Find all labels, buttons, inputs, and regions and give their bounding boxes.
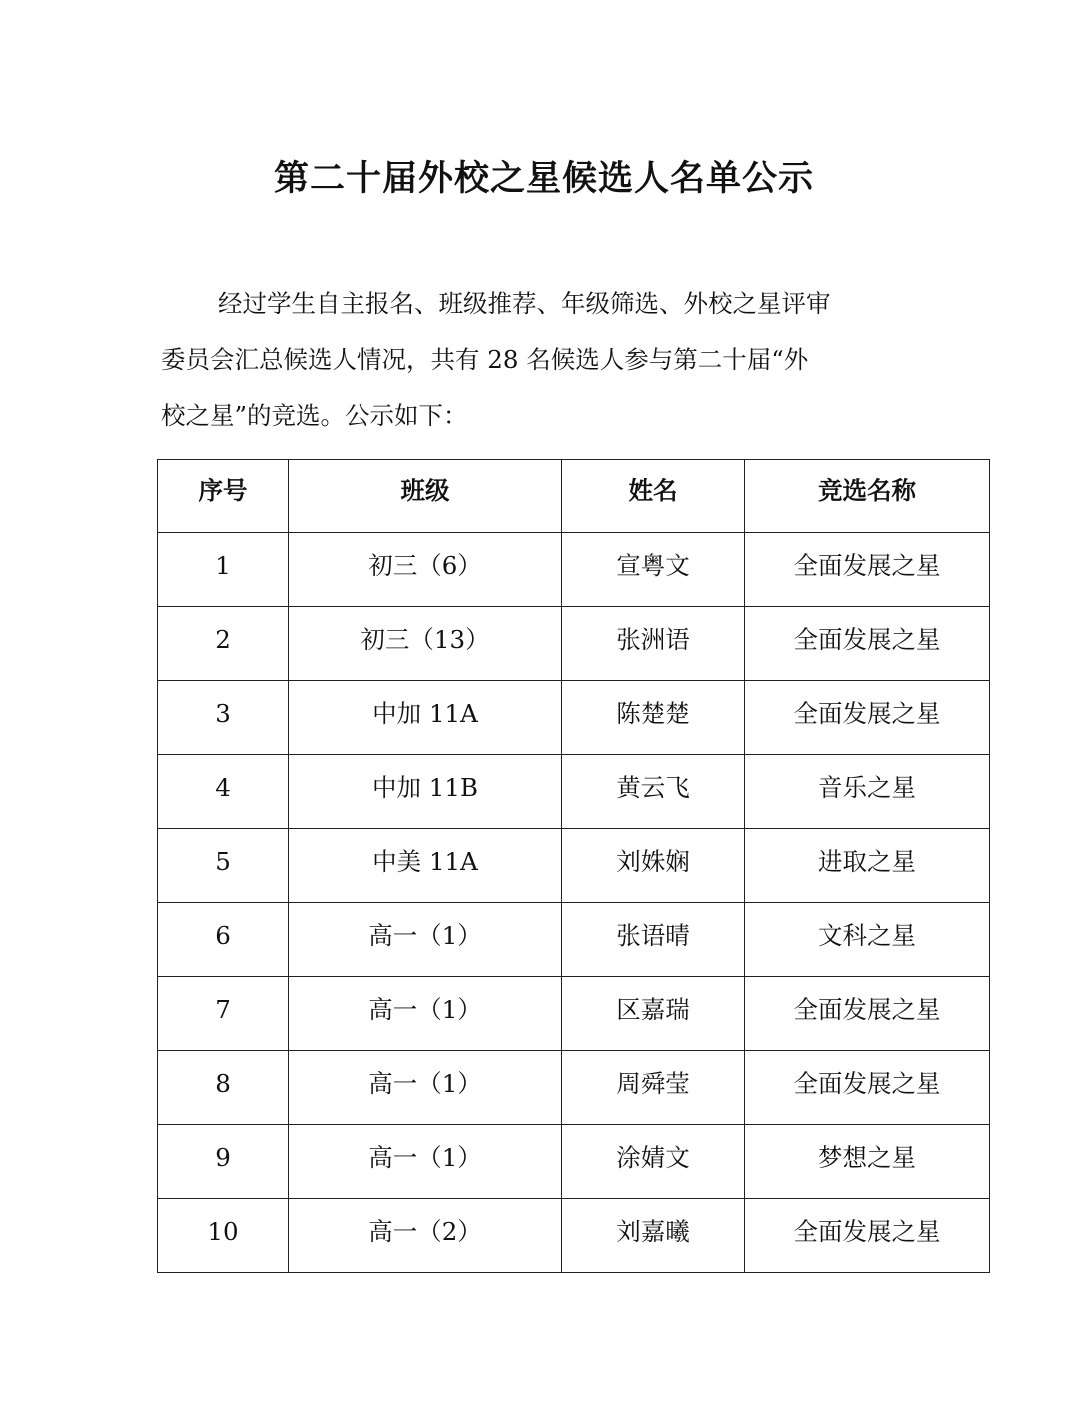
cell-class: 高一（1） (289, 1125, 562, 1199)
cell-award: 音乐之星 (745, 755, 990, 829)
cell-name: 涂婧文 (562, 1125, 745, 1199)
intro-line: 委员会汇总候选人情况，共有 28 名候选人参与第二十届“外 (161, 345, 809, 374)
cell-class: 中美 11A (289, 829, 562, 903)
candidate-table (157, 459, 990, 1273)
header-award: 竞选名称 (745, 460, 990, 533)
table-row (158, 681, 990, 755)
header-name: 姓名 (562, 460, 745, 533)
cell-class: 初三（6） (289, 533, 562, 607)
cell-class: 中加 11A (289, 681, 562, 755)
table-row (158, 533, 990, 607)
cell-class: 高一（2） (289, 1199, 562, 1273)
cell-award: 进取之星 (745, 829, 990, 903)
table-row (158, 755, 990, 829)
cell-index: 5 (158, 829, 289, 903)
cell-class: 高一（1） (289, 977, 562, 1051)
cell-name: 张洲语 (562, 607, 745, 681)
cell-class: 高一（1） (289, 1051, 562, 1125)
cell-index: 10 (158, 1199, 289, 1273)
cell-class: 高一（1） (289, 903, 562, 977)
cell-name: 周舜莹 (562, 1051, 745, 1125)
intro-line: 校之星”的竞选。公示如下： (161, 401, 468, 430)
cell-index: 6 (158, 903, 289, 977)
header-class: 班级 (289, 460, 562, 533)
intro-line: 经过学生自主报名、班级推荐、年级筛选、外校之星评审 (218, 289, 831, 318)
cell-name: 宣粤文 (562, 533, 745, 607)
cell-name: 刘嘉曦 (562, 1199, 745, 1273)
cell-name: 张语晴 (562, 903, 745, 977)
cell-award: 全面发展之星 (745, 1051, 990, 1125)
table-row (158, 977, 990, 1051)
table-row (158, 1051, 990, 1125)
cell-name: 陈楚楚 (562, 681, 745, 755)
cell-class: 初三（13） (289, 607, 562, 681)
cell-index: 1 (158, 533, 289, 607)
table-row (158, 903, 990, 977)
cell-index: 9 (158, 1125, 289, 1199)
table-row (158, 1125, 990, 1199)
cell-award: 全面发展之星 (745, 533, 990, 607)
cell-index: 2 (158, 607, 289, 681)
cell-index: 8 (158, 1051, 289, 1125)
cell-award: 全面发展之星 (745, 1199, 990, 1273)
cell-award: 全面发展之星 (745, 607, 990, 681)
table-row (158, 607, 990, 681)
cell-name: 黄云飞 (562, 755, 745, 829)
cell-index: 4 (158, 755, 289, 829)
table-row (158, 1199, 990, 1273)
intro-paragraph (161, 276, 921, 444)
cell-award: 全面发展之星 (745, 681, 990, 755)
cell-index: 7 (158, 977, 289, 1051)
table-row (158, 829, 990, 903)
cell-index: 3 (158, 681, 289, 755)
header-index: 序号 (158, 460, 289, 533)
cell-award: 全面发展之星 (745, 977, 990, 1051)
page-title: 第二十届外校之星候选人名单公示 (273, 158, 814, 200)
cell-award: 文科之星 (745, 903, 990, 977)
cell-class: 中加 11B (289, 755, 562, 829)
table-header-row (158, 460, 990, 533)
cell-name: 刘姝娴 (562, 829, 745, 903)
cell-name: 区嘉瑞 (562, 977, 745, 1051)
cell-award: 梦想之星 (745, 1125, 990, 1199)
